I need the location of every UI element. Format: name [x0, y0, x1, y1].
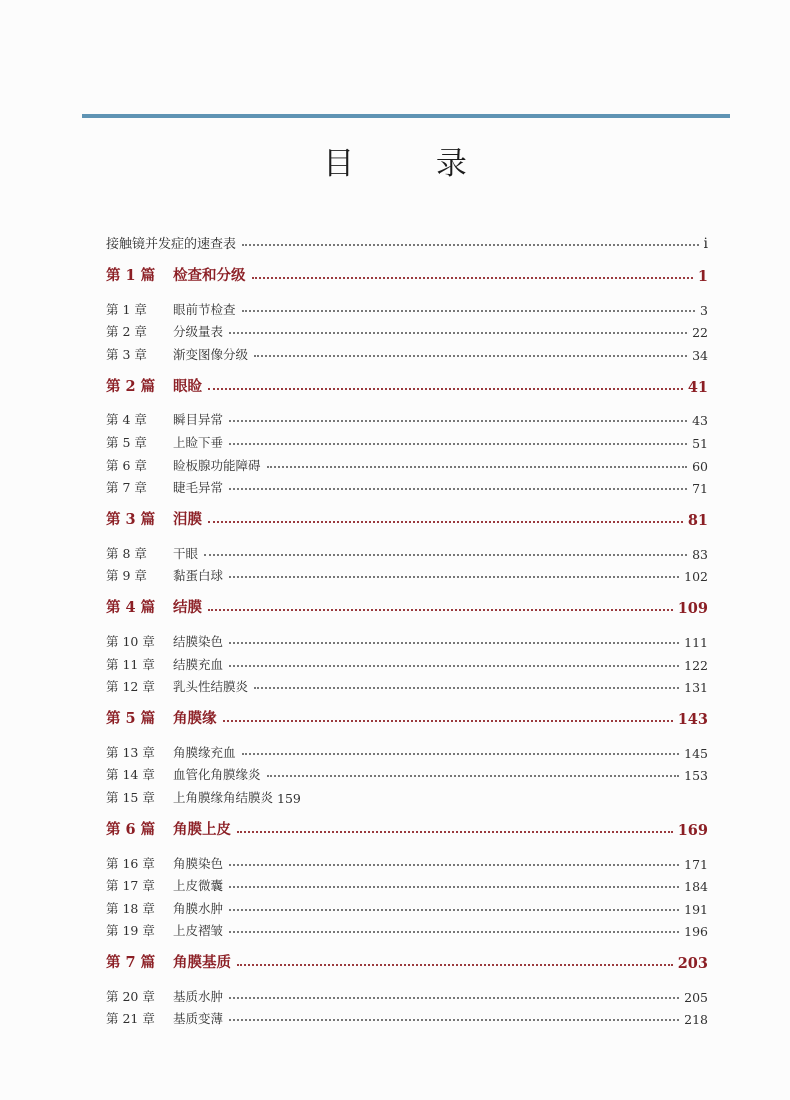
dot-leader: [237, 964, 673, 966]
toc-chapter-entry[interactable]: [106, 783, 708, 806]
part-page: 143: [677, 711, 708, 729]
chapter-title: 上皮微囊: [173, 878, 224, 894]
toc-front-entry[interactable]: [106, 232, 708, 252]
dot-leader: [242, 244, 699, 246]
part-page: 1: [697, 268, 708, 285]
toc-chapter-entry[interactable]: [106, 627, 708, 650]
chapter-number: 第 13 章: [106, 744, 155, 760]
chapter-title: 睑板腺功能障碍: [173, 457, 261, 473]
chapter-title: 乳头性结膜炎: [173, 679, 249, 695]
entry-page: i: [703, 236, 708, 252]
chapter-page: 191: [684, 901, 708, 917]
toc-chapter-entry[interactable]: [106, 428, 708, 451]
chapter-page: 3: [700, 302, 708, 318]
dot-leader: [267, 466, 688, 468]
chapter-page: 159: [277, 790, 301, 806]
dot-leader: [229, 420, 687, 422]
part-page: 203: [677, 955, 708, 973]
chapter-number: 第 18 章: [106, 900, 155, 916]
chapter-title: 瞬目异常: [173, 412, 224, 428]
dot-leader: [208, 388, 683, 390]
toc-chapter-entry[interactable]: [106, 650, 708, 673]
toc-chapter-entry[interactable]: [106, 761, 708, 784]
dot-leader: [229, 665, 679, 667]
chapter-number: 第 8 章: [106, 545, 147, 561]
chapter-title: 角膜染色: [173, 855, 224, 871]
chapter-number: 第 21 章: [106, 1011, 155, 1027]
toc-part-section: [106, 813, 708, 939]
toc-chapter-entry[interactable]: [106, 295, 708, 318]
chapter-number: 第 15 章: [106, 789, 155, 805]
chapter-page: 205: [684, 989, 708, 1005]
toc-chapter-entry[interactable]: [106, 340, 708, 363]
part-title: 检查和分级: [173, 267, 246, 284]
toc-part-entry[interactable]: [106, 702, 708, 728]
dot-leader: [237, 831, 673, 833]
part-title: 角膜基质: [173, 954, 231, 972]
chapter-title: 黏蛋白球: [173, 568, 224, 584]
chapter-number: 第 12 章: [106, 679, 155, 695]
toc-chapter-entry[interactable]: [106, 318, 708, 341]
dot-leader: [223, 720, 673, 722]
page-title: 目 录: [323, 146, 503, 182]
chapter-page: 171: [684, 856, 708, 872]
part-page: 169: [677, 821, 708, 839]
part-title: 泪膜: [173, 511, 202, 529]
part-page: 81: [687, 512, 708, 530]
chapter-page: 122: [684, 657, 708, 673]
toc-part-section: [106, 370, 708, 496]
part-number: 第 3 篇: [106, 511, 156, 529]
dot-leader: [229, 886, 679, 888]
chapter-number: 第 10 章: [106, 633, 155, 649]
chapter-page: 218: [684, 1012, 708, 1028]
chapter-page: 145: [684, 745, 708, 761]
chapter-title: 上睑下垂: [173, 434, 224, 450]
chapter-page: 153: [684, 768, 708, 784]
header-rule: [82, 114, 730, 118]
entry-title: 接触镜并发症的速查表: [106, 237, 237, 252]
toc-part-entry[interactable]: [106, 259, 708, 285]
chapter-title: 上皮褶皱: [173, 923, 224, 939]
dot-leader: [229, 997, 679, 999]
part-title: 眼睑: [173, 377, 202, 395]
toc-chapter-entry[interactable]: [106, 474, 708, 497]
chapter-title: 基质变薄: [173, 1011, 224, 1027]
dot-leader: [229, 443, 687, 445]
dot-leader: [208, 521, 683, 523]
chapter-number: 第 17 章: [106, 878, 155, 894]
dot-leader: [254, 355, 687, 357]
chapter-page: 60: [692, 458, 708, 474]
chapter-title: 睫毛异常: [173, 480, 224, 496]
chapter-number: 第 16 章: [106, 855, 155, 871]
toc-chapter-entry[interactable]: [106, 451, 708, 474]
toc-part-entry[interactable]: [106, 370, 708, 396]
chapter-number: 第 5 章: [106, 434, 147, 450]
toc-chapter-entry[interactable]: [106, 982, 708, 1005]
chapter-page: 184: [684, 879, 708, 895]
toc-chapter-entry[interactable]: [106, 849, 708, 872]
toc-part-section: [106, 591, 708, 695]
dot-leader: [229, 864, 679, 866]
chapter-page: 22: [692, 325, 708, 341]
toc-part-section: [106, 259, 708, 363]
chapter-page: 196: [684, 924, 708, 940]
dot-leader: [229, 576, 679, 578]
toc-part-section: [106, 503, 708, 584]
chapter-title: 分级量表: [173, 324, 224, 340]
part-page: 109: [677, 600, 708, 618]
part-number: 第 7 篇: [106, 954, 156, 972]
chapter-page: 131: [684, 680, 708, 696]
part-number: 第 1 篇: [106, 267, 156, 284]
chapter-number: 第 3 章: [106, 346, 147, 362]
part-number: 第 5 篇: [106, 710, 156, 728]
dot-leader: [208, 609, 673, 611]
chapter-number: 第 14 章: [106, 767, 155, 783]
part-number: 第 4 篇: [106, 599, 156, 617]
toc-chapter-entry[interactable]: [106, 872, 708, 895]
toc-part-section: [106, 946, 708, 1027]
chapter-number: 第 4 章: [106, 412, 147, 428]
toc-chapter-entry[interactable]: [106, 406, 708, 429]
toc-parts: [106, 259, 708, 1027]
dot-leader: [229, 488, 687, 490]
chapter-number: 第 6 章: [106, 457, 147, 473]
toc-chapter-entry[interactable]: [106, 738, 708, 761]
dot-leader: [229, 642, 679, 644]
toc-chapter-entry[interactable]: [106, 894, 708, 917]
dot-leader: [242, 753, 680, 755]
chapter-page: 71: [692, 481, 708, 497]
toc-chapter-entry[interactable]: [106, 673, 708, 696]
chapter-title: 眼前节检查: [173, 301, 236, 317]
dot-leader: [229, 332, 687, 334]
chapter-number: 第 20 章: [106, 988, 155, 1004]
dot-leader: [267, 775, 680, 777]
chapter-title: 角膜水肿: [173, 900, 224, 916]
chapter-number: 第 9 章: [106, 568, 147, 584]
part-title: 角膜上皮: [173, 820, 231, 838]
toc-part-entry[interactable]: [106, 946, 708, 972]
toc-part-entry[interactable]: [106, 591, 708, 617]
toc-part-entry[interactable]: [106, 503, 708, 529]
dot-leader: [254, 687, 679, 689]
toc-chapter-entry[interactable]: [106, 562, 708, 585]
chapter-title: 结膜染色: [173, 633, 224, 649]
chapter-page: 111: [684, 634, 708, 650]
chapter-page: 83: [692, 546, 708, 562]
chapter-title: 结膜充血: [173, 656, 224, 672]
chapter-number: 第 1 章: [106, 301, 147, 317]
chapter-title: 渐变图像分级: [173, 346, 249, 362]
dot-leader: [229, 1019, 679, 1021]
part-number: 第 2 篇: [106, 377, 156, 395]
dot-leader: [229, 931, 679, 933]
chapter-number: 第 11 章: [106, 656, 155, 672]
chapter-page: 43: [692, 413, 708, 429]
toc-chapter-entry[interactable]: [106, 539, 708, 562]
chapter-number: 第 19 章: [106, 923, 155, 939]
dot-leader: [242, 310, 696, 312]
table-of-contents: [106, 232, 708, 1033]
toc-part-section: [106, 702, 708, 806]
dot-leader: [252, 277, 693, 279]
part-title: 角膜缘: [173, 710, 217, 728]
chapter-title: 基质水肿: [173, 988, 224, 1004]
chapter-page: 102: [684, 569, 708, 585]
part-title: 结膜: [173, 599, 202, 617]
part-page: 41: [687, 378, 708, 396]
chapter-title: 角膜缘充血: [173, 744, 236, 760]
toc-part-entry[interactable]: [106, 813, 708, 839]
part-number: 第 6 篇: [106, 820, 156, 838]
toc-chapter-entry[interactable]: [106, 1005, 708, 1028]
chapter-page: 51: [692, 435, 708, 451]
dot-leader: [229, 909, 679, 911]
dot-leader: [204, 554, 687, 556]
chapter-title: 干眼: [173, 545, 199, 561]
chapter-title: 血管化角膜缘炎: [173, 767, 261, 783]
chapter-page: 34: [692, 347, 708, 363]
toc-chapter-entry[interactable]: [106, 917, 708, 940]
chapter-number: 第 2 章: [106, 324, 147, 340]
chapter-number: 第 7 章: [106, 480, 147, 496]
chapter-title: 上角膜缘角结膜炎: [173, 789, 274, 805]
